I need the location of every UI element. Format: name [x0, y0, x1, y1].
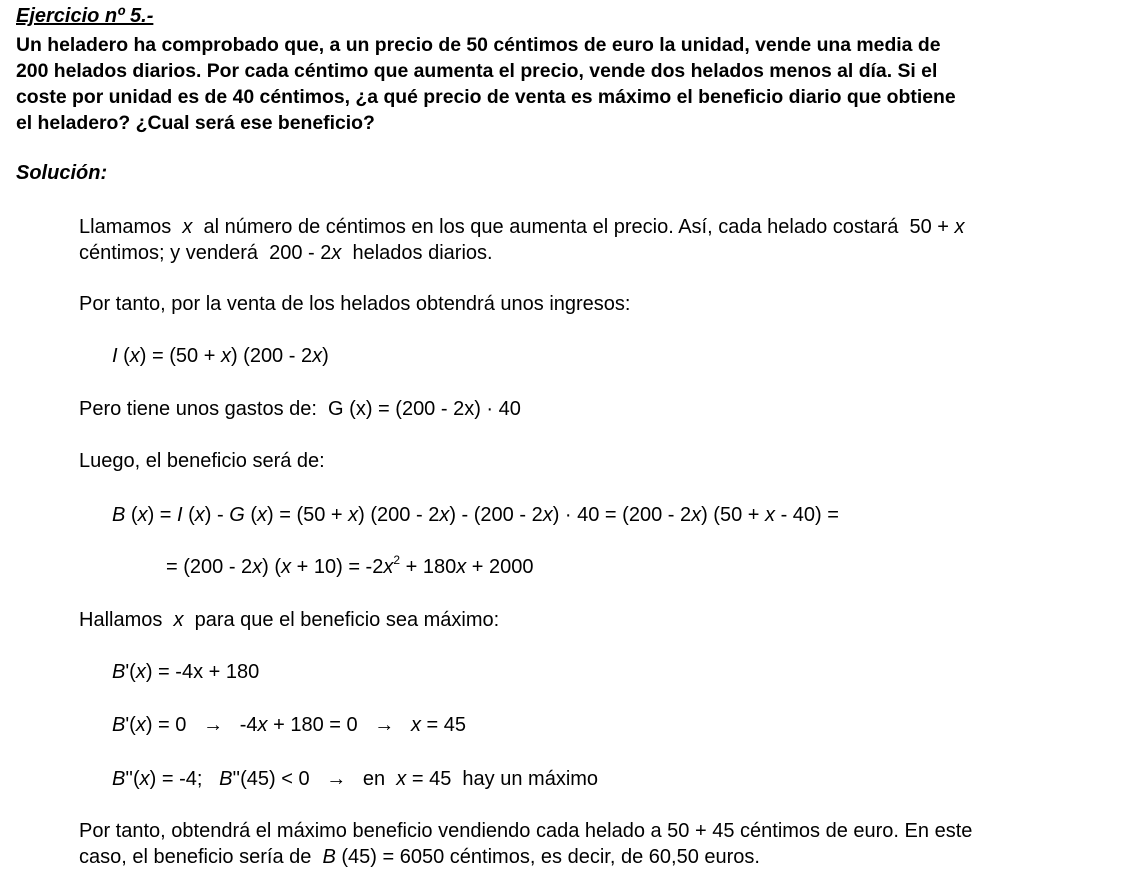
text-segment: caso, el beneficio sería de [79, 846, 323, 868]
text-segment: Por tanto, por la venta de los helados obtendrá unos ingresos: [79, 293, 631, 315]
text-segment: B [219, 768, 233, 790]
problem-statement [16, 32, 1131, 136]
text-segment: (45) = 6050 céntimos, es decir, de 60,50 euros. [335, 846, 760, 868]
second-derivative-formula [112, 766, 598, 792]
profit-formula [112, 502, 839, 528]
text-segment: x [257, 504, 268, 526]
text-segment: x [252, 556, 263, 578]
text-segment: B [112, 661, 126, 683]
solution-line [79, 448, 325, 474]
text-segment: x [137, 504, 148, 526]
text-segment: ( [125, 504, 138, 526]
text-segment: ) = (50 + [267, 504, 349, 526]
text-segment: ) = 0 → -4 [145, 714, 258, 736]
text-segment: x [331, 242, 342, 264]
profit-formula-expanded [166, 554, 534, 580]
critical-point-formula [112, 712, 466, 738]
text-segment: '( [125, 661, 136, 683]
text-segment: ) - (200 - 2 [449, 504, 543, 526]
text-segment: céntimos; y venderá 200 - 2 [79, 242, 332, 264]
text-segment: = (200 - 2 [166, 556, 253, 578]
text-segment: x [439, 504, 450, 526]
statement-line: coste por unidad es de 40 céntimos, ¿a qué precio de venta es máximo el beneficio diario que obtiene [16, 86, 956, 108]
conclusion-line [79, 844, 760, 870]
text-segment: ) ( [262, 556, 282, 578]
text-segment: x [220, 345, 231, 367]
text-segment: x [542, 504, 553, 526]
income-formula [112, 343, 329, 369]
text-segment: + 180 = 0 → [267, 714, 411, 736]
text-segment: Llamamos [79, 216, 183, 238]
text-segment: x [348, 504, 359, 526]
text-segment: x [691, 504, 702, 526]
text-segment: I [112, 345, 118, 367]
text-segment: + 10) = -2 [291, 556, 384, 578]
text-segment: x [396, 768, 407, 790]
text-segment: G [229, 504, 245, 526]
text-segment: ) (200 - 2 [358, 504, 440, 526]
text-segment: x [383, 556, 394, 578]
text-segment: ) = (50 + [139, 345, 221, 367]
statement-line: el heladero? ¿Cual será ese beneficio? [16, 112, 375, 134]
cost-formula [79, 396, 521, 422]
text-segment: x [765, 504, 776, 526]
text-segment: x [135, 714, 146, 736]
text-segment: ( [117, 345, 130, 367]
text-segment: x [410, 714, 421, 736]
text-segment: ) = -4; [149, 768, 220, 790]
text-segment: - 40) = [775, 504, 839, 526]
text-segment: x [281, 556, 292, 578]
solution-line [79, 291, 630, 317]
derivative-formula [112, 659, 259, 685]
text-segment: ( [244, 504, 258, 526]
solution-line [79, 607, 499, 633]
text-segment: x [194, 504, 205, 526]
text-segment: ) (200 - 2 [230, 345, 313, 367]
text-segment: al número de céntimos en los que aumenta el precio. Así, cada helado costará 50 + [192, 216, 955, 238]
text-segment: x [135, 661, 146, 683]
text-segment: x [954, 216, 965, 238]
text-segment: para que el beneficio sea máximo: [183, 609, 500, 631]
solution-line [79, 240, 493, 266]
text-segment: I [177, 504, 183, 526]
solution-line [79, 214, 965, 240]
text-segment: x [139, 768, 150, 790]
text-segment: ''(45) < 0 → en [232, 768, 397, 790]
text-segment: ) [322, 345, 329, 367]
text-segment: + 180 [400, 556, 457, 578]
text-segment: = 45 hay un máximo [406, 768, 599, 790]
exercise-title: Ejercicio nº 5.- [16, 5, 154, 27]
solution-heading: Solución: [16, 162, 108, 184]
text-segment: 2 [393, 553, 401, 567]
text-segment: ) - [204, 504, 230, 526]
text-segment: ) · 40 = (200 - 2 [552, 504, 692, 526]
conclusion-line [79, 818, 972, 844]
text-segment: B [112, 768, 126, 790]
text-segment: Hallamos [79, 609, 174, 631]
text-segment: x [173, 609, 184, 631]
text-segment: + 2000 [466, 556, 534, 578]
statement-line: 200 helados diarios. Por cada céntimo que aumenta el precio, vende dos helados menos al día. Si el [16, 60, 938, 82]
text-segment: ''( [125, 768, 140, 790]
text-segment: ) (50 + [701, 504, 766, 526]
text-segment: x [312, 345, 323, 367]
text-segment: Luego, el beneficio será de: [79, 450, 325, 472]
text-segment: x [182, 216, 193, 238]
text-segment: ) = [147, 504, 178, 526]
text-segment: = 45 [420, 714, 466, 736]
text-segment: x [257, 714, 268, 736]
text-segment: x [456, 556, 467, 578]
text-segment: B [112, 714, 126, 736]
statement-line: Un heladero ha comprobado que, a un precio de 50 céntimos de euro la unidad, vende una media de [16, 34, 941, 56]
text-segment: ( [182, 504, 195, 526]
text-segment: Por tanto, obtendrá el máximo beneficio vendiendo cada helado a 50 + 45 céntimos de euro. En este [79, 820, 973, 842]
text-segment: x [129, 345, 140, 367]
text-segment: helados diarios. [341, 242, 493, 264]
text-segment: '( [125, 714, 136, 736]
text-segment: B [112, 504, 126, 526]
text-segment: B [322, 846, 336, 868]
text-segment: Pero tiene unos gastos de: G (x) = (200 - 2x) · 40 [79, 398, 521, 420]
text-segment: ) = -4x + 180 [145, 661, 260, 683]
